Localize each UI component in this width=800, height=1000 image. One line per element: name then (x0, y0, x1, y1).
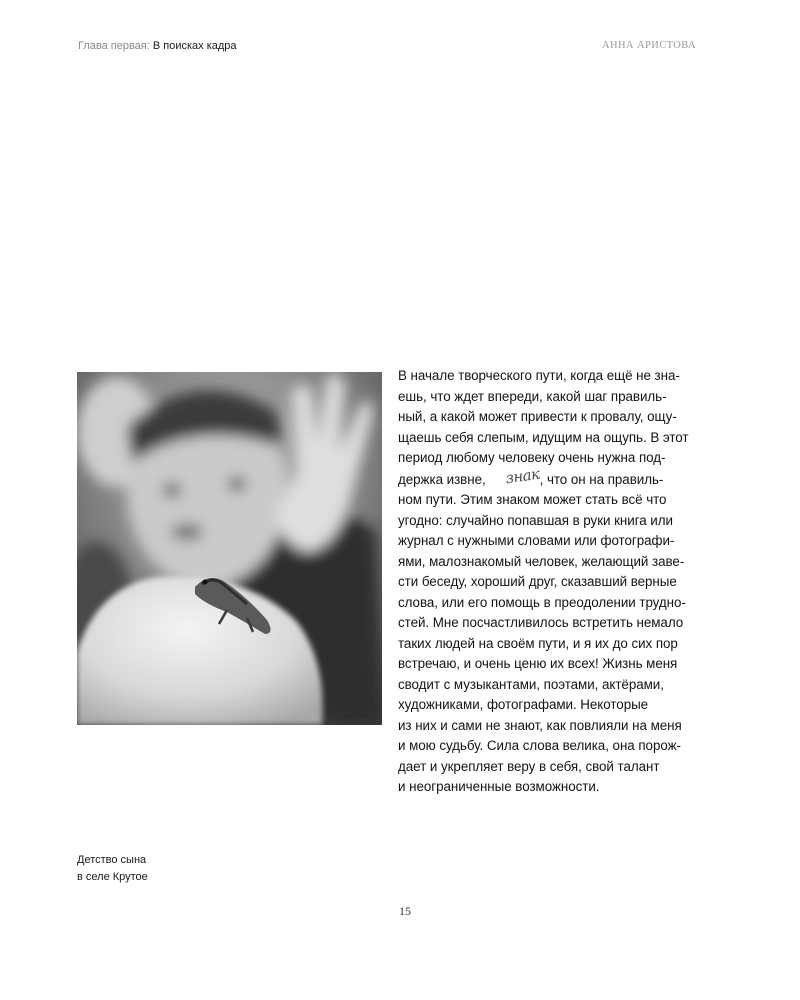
page-number: 15 (399, 904, 411, 918)
text-line: В начале творческого пути, когда ещё не зна- (398, 368, 680, 383)
text-line: щаешь себя слепым, идущим на ощупь. В этот (398, 429, 689, 445)
text-fragment: , что он на правиль- (539, 471, 664, 487)
text-line: дает и укрепляет веру в себя, свой талант (398, 758, 660, 774)
text-line: слова, или его помощь в преодолении трудно- (398, 594, 686, 610)
text-line: из них и сами не знают, как повлияли на меня (398, 717, 682, 733)
handwritten-word: знак (504, 464, 541, 487)
chapter-label: Глава первая: (78, 40, 150, 52)
text-line: художниками, фотографами. Некоторые (398, 697, 649, 712)
photo-icon (77, 372, 382, 725)
text-line: и неограниченные возможности. (398, 779, 600, 794)
running-head-author: АННА АРИСТОВА (602, 40, 696, 51)
text-line: угодно: случайно попавшая в руки книга или (398, 512, 673, 528)
text-fragment: держка извне, (398, 471, 486, 487)
caption-line: Детство сына (77, 854, 147, 866)
text-line: ешь, что ждет впереди, какой шаг правиль- (398, 388, 667, 404)
text-line-with-script-word (398, 464, 708, 491)
photo-caption (77, 852, 148, 886)
text-line: сводит с музыкантами, поэтами, актёрами, (398, 676, 664, 692)
text-line: сти беседу, хороший друг, сказавший верные (398, 574, 677, 589)
body-paragraph (398, 366, 708, 798)
text-line: таких людей на своём пути, и я их до сих пор (398, 635, 678, 651)
text-line: стей. Мне посчастливилось встретить немало (398, 615, 684, 630)
text-line: ный, а какой может привести к провалу, ощу- (398, 409, 677, 424)
text-line: период любому человеку очень нужна под- (398, 450, 666, 465)
photo-child-with-frog (77, 372, 382, 725)
text-line: ями, малознакомый человек, желающий заве- (398, 553, 685, 569)
text-line: ном пути. Этим знаком может стать всё что (398, 492, 667, 507)
text-line: журнал с нужными словами или фотографи- (398, 533, 675, 548)
running-head-chapter (78, 40, 237, 52)
text-line: и мою судьбу. Сила слова велика, она порож- (398, 738, 681, 753)
chapter-title: В поисках кадра (152, 40, 237, 52)
caption-line: в селе Крутое (77, 871, 148, 883)
text-line: встречаю, и очень ценю их всех! Жизнь меня (398, 656, 678, 671)
